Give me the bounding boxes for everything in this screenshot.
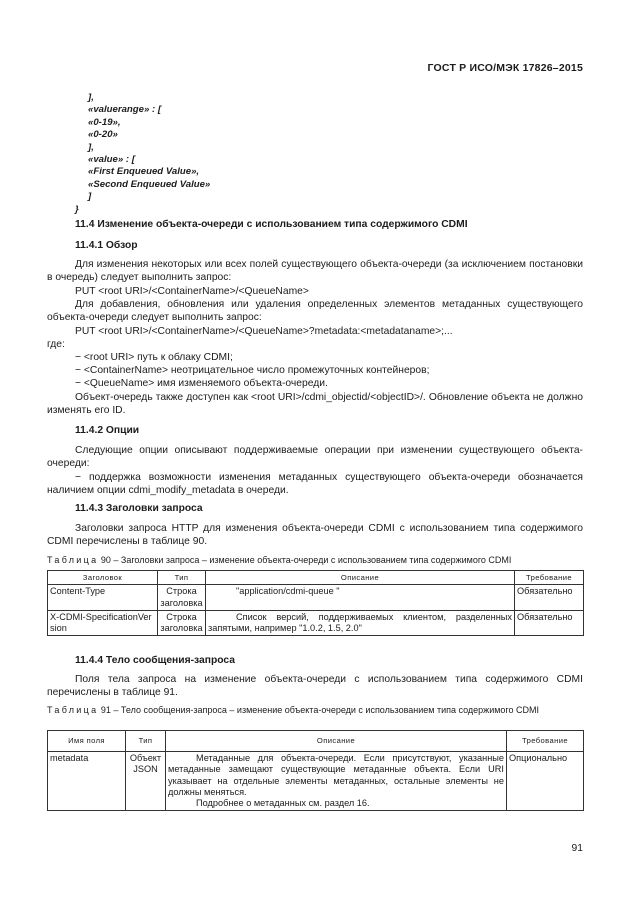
table-90 <box>47 570 584 636</box>
put-request-1: PUT <root URI>/<ContainerName>/<QueueName> <box>75 286 309 297</box>
page-number: 91 <box>571 843 583 854</box>
code-line: «First Enqueued Value», <box>88 166 200 178</box>
paragraph-options: Следующие опции описывают поддерживаемые операции при изменении существующего объекта-очереди: <box>47 445 583 470</box>
code-line: «Second Enqueued Value» <box>88 178 211 190</box>
paragraph-metadata: Для добавления, обновления или удаления определенных элементов метаданных существующего объекта-очереди следует выполнить запрос: <box>47 299 583 324</box>
table-cell: Объект JSON <box>126 752 166 811</box>
subsection-title-options: 11.4.2 Опции <box>75 425 140 436</box>
code-line: ], <box>88 141 94 153</box>
column-header: Заголовок <box>48 571 158 585</box>
bullet-item: − <QueueName> имя изменяемого объекта-очереди. <box>75 378 328 389</box>
column-header: Имя поля <box>48 731 126 752</box>
put-request-2: PUT <root URI>/<ContainerName>/<QueueName>?metadata:<metadataname>;... <box>75 326 453 337</box>
column-header: Тип <box>158 571 206 585</box>
column-header: Требование <box>515 571 584 585</box>
document-header: ГОСТ Р ИСО/МЭК 17826–2015 <box>427 62 583 74</box>
table-cell: Обязательно <box>515 610 584 636</box>
paragraph-object-id: Объект-очередь также доступен как <root URI>/cdmi_objectid/<objectID>/. Обновление объекта не должно изменять его ID. <box>47 392 583 417</box>
description-text: Метаданные для объекта-очереди. Если присутствуют, указанные метаданные замещают существующие метаданные объекта. Если URI указывает на отдельные элементы метаданных, остальные элементы не должны меняться. <box>168 753 504 797</box>
table-cell: X-CDMI-SpecificationVersion <box>48 610 158 636</box>
description-extra: Подробнее о метаданных см. раздел 16. <box>196 798 370 809</box>
table-header-row <box>48 731 584 752</box>
caption-prefix: Таблица <box>47 555 99 565</box>
table-row <box>48 610 584 636</box>
code-block <box>75 92 211 216</box>
table-cell: Обязательно <box>515 585 584 611</box>
paragraph-headers: Заголовки запроса HTTP для изменения объекта-очереди CDMI с использованием типа содержимого CDMI перечислены в таблице 90. <box>47 523 583 548</box>
table-cell: Список версий, поддерживаемых клиентом, разделенных запятыми, например "1.0.2, 1.5, 2.0" <box>206 610 515 636</box>
bullet-item: − <root URI> путь к облаку CDMI; <box>75 352 233 363</box>
table-cell-description <box>166 752 507 811</box>
subsection-title-request-body: 11.4.4 Тело сообщения-запроса <box>75 655 235 666</box>
caption-text: 91 – Тело сообщения-запроса – изменение объекта-очереди с использованием типа содержимого CDMI <box>98 705 539 715</box>
table-cell: Строка заголовка <box>158 585 206 611</box>
where-label: где: <box>47 339 65 350</box>
table-cell: Строка заголовка <box>158 610 206 636</box>
code-line: «value» : [ <box>88 153 135 165</box>
code-line: ], <box>88 92 94 103</box>
code-line: «0-19», <box>88 116 121 128</box>
table-90-caption <box>47 555 583 567</box>
paragraph-options-bullet: − поддержка возможности изменения метаданных существующего объекта-очереди обозначается наличием опции cdmi_modify_metadata в очереди. <box>47 472 583 497</box>
column-header: Описание <box>166 731 507 752</box>
bullet-item: − <ContainerName> неотрицательное число промежуточных контейнеров; <box>75 365 430 376</box>
table-cell: metadata <box>48 752 126 811</box>
table-row <box>48 585 584 611</box>
subsection-title-headers: 11.4.3 Заголовки запроса <box>75 503 203 514</box>
code-line: «valuerange» : [ <box>88 104 162 116</box>
table-cell: Content-Type <box>48 585 158 611</box>
caption-text: 90 – Заголовки запроса – изменение объекта-очереди с использованием типа содержимого CDMI <box>98 555 512 565</box>
code-line: } <box>75 203 79 215</box>
paragraph-request-body: Поля тела запроса на изменение объекта-очереди с использованием типа содержимого CDMI перечислены в таблице 91. <box>47 674 583 699</box>
caption-prefix: Таблица <box>47 705 99 715</box>
paragraph-intro: Для изменения некоторых или всех полей существующего объекта-очереди (за исключением постановки в очередь) следует выполнить запрос: <box>47 259 583 284</box>
table-header-row <box>48 571 584 585</box>
table-cell: Опционально <box>507 752 584 811</box>
table-cell: "application/cdmi-queue " <box>206 585 515 611</box>
code-line: «0-20» <box>88 129 118 141</box>
column-header: Описание <box>206 571 515 585</box>
code-line: ] <box>88 191 92 203</box>
column-header: Тип <box>126 731 166 752</box>
table-91-caption <box>47 705 583 717</box>
section-title: 11.4 Изменение объекта-очереди с использованием типа содержимого CDMI <box>75 219 468 230</box>
column-header: Требование <box>507 731 584 752</box>
subsection-title-overview: 11.4.1 Обзор <box>75 240 138 251</box>
table-row <box>48 752 584 811</box>
table-91 <box>47 730 584 811</box>
